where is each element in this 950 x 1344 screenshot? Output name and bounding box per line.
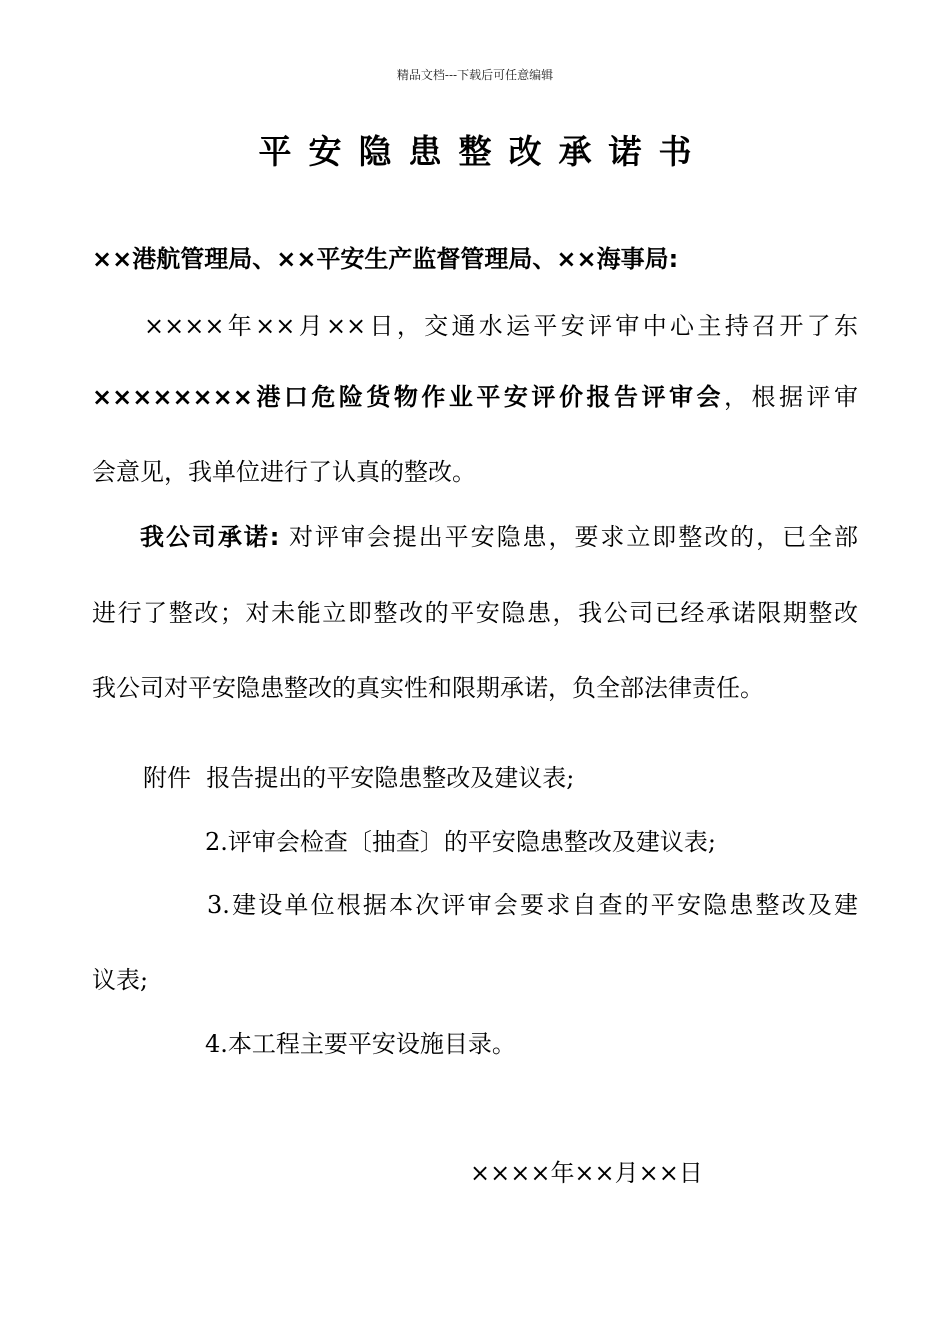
para2-line1 [140,520,858,554]
para2-line1-rest: 对评审会提出平安隐患，要求立即整改的，已全部 [279,523,858,551]
attachment-item-3-line1: 3.建设单位根据本次评审会要求自查的平安隐患整改及建 [207,891,858,919]
attachment-item-1-text: 报告提出的平安隐患整改及建议表; [206,764,575,792]
para1-line2-rest: ，根据评审 [723,383,859,411]
attachment-label: 附件 [143,764,191,792]
attachment-item-3-line2: 议表; [92,966,149,994]
para1-line2 [92,380,858,414]
para1-line3: 会意见，我单位进行了认真的整改。 [92,458,476,486]
page-header: 精品文档---下载后可任意编辑 [396,68,554,82]
report-meeting-name: ××××××××港口危险货物作业平安评价报告评审会 [92,383,724,411]
para2-line3: 我公司对平安隐患整改的真实性和限期承诺，负全部法律责任。 [92,674,764,702]
signing-date: ××××年××月××日 [470,1159,703,1187]
document-title: 平安隐患整改承诺书 [258,132,709,171]
para2-line2: 进行了整改；对未能立即整改的平安隐患，我公司已经承诺限期整改 [92,599,858,627]
attachment-item-4: 4.本工程主要平安设施目录。 [205,1030,516,1058]
addressee: ××港航管理局、××平安生产监督管理局、××海事局: [92,245,679,273]
attachment-item-2: 2.评审会检查〔抽查〕的平安隐患整改及建议表; [205,828,716,856]
para1-line1: ××××年××月××日，交通水运平安评审中心主持召开了东 [144,312,858,340]
commitment-lead: 我公司承诺: [140,523,280,551]
attachment-item-1 [143,761,574,795]
